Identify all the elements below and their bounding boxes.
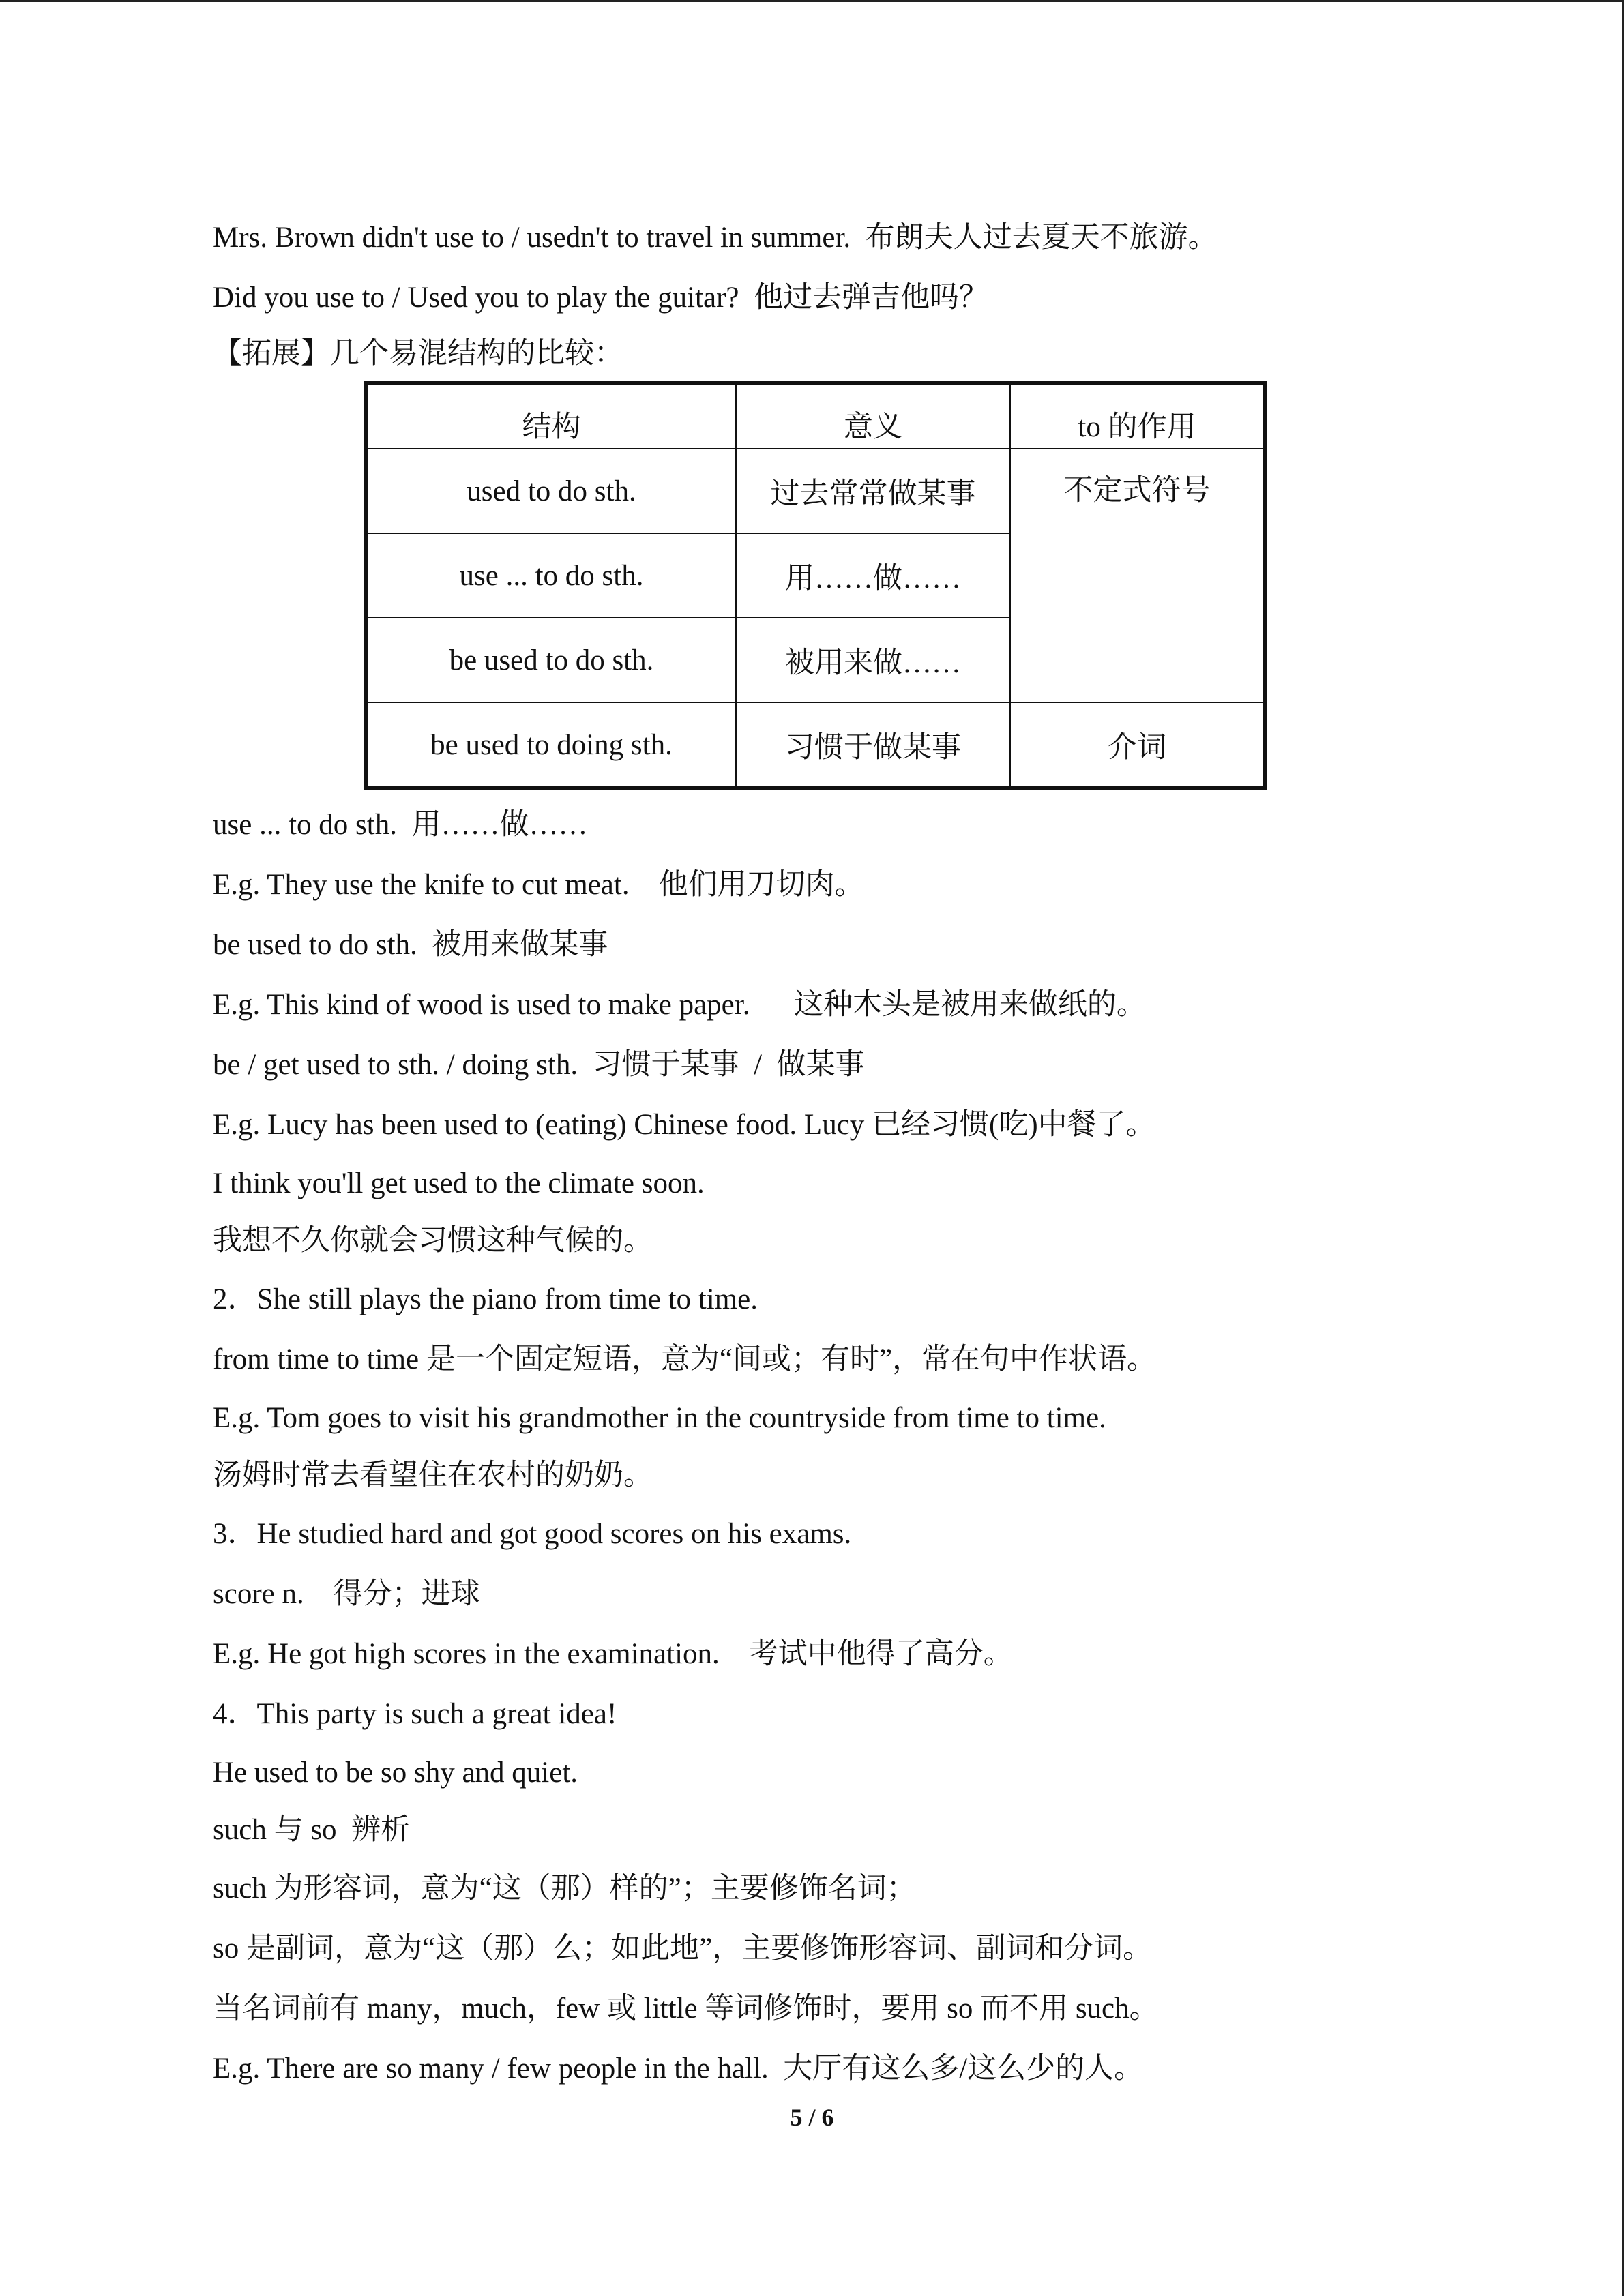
text-line: be / get used to sth. / doing sth. 习惯于某事 / 做某事 (213, 1049, 865, 1081)
text-line: use ... to do sth. 用……做…… (213, 809, 588, 841)
text-line: 汤姆时常去看望住在农村的奶奶。 (213, 1459, 653, 1491)
text-line: Did you use to / Used you to play the guitar? 他过去弹吉他吗？ (213, 282, 988, 314)
table-cell: 过去常常做某事 (736, 449, 1010, 533)
header-cell: to 的作用 (1010, 383, 1265, 449)
text-line: such 与 so 辨析 (213, 1814, 411, 1846)
table-row (366, 702, 1265, 788)
text-line: 3．He studied hard and got good scores on his exams. (213, 1518, 852, 1550)
text-line: E.g. This kind of wood is used to make paper. 这种木头是被用来做纸的。 (213, 989, 1146, 1021)
header-cell: 结构 (366, 383, 737, 449)
header-cell: 意义 (736, 383, 1010, 449)
text-line: E.g. He got high scores in the examination. 考试中他得了高分。 (213, 1638, 1013, 1670)
text-line: Mrs. Brown didn't use to / usedn't to travel in summer. 布朗夫人过去夏天不旅游。 (213, 222, 1217, 254)
table-cell: used to do sth. (366, 449, 737, 533)
text-line: I think you'll get used to the climate soon. (213, 1167, 705, 1199)
table-cell: 用……做…… (736, 533, 1010, 618)
text-line: 4．This party is such a great idea! (213, 1698, 617, 1730)
text-line: E.g. Tom goes to visit his grandmother in the countryside from time to time. (213, 1402, 1106, 1434)
text-line: so 是副词，意为“这（那）么；如此地”，主要修饰形容词、副词和分词。 (213, 1933, 1153, 1965)
merged-role-cell: 不定式符号 (1010, 449, 1265, 702)
text-line: E.g. There are so many / few people in the hall. 大厅有这么多/这么少的人。 (213, 2053, 1144, 2085)
text-line: He used to be so shy and quiet. (213, 1757, 578, 1789)
text-line: score n. 得分；进球 (213, 1578, 480, 1610)
table-cell: use ... to do sth. (366, 533, 737, 618)
text-line: 当名词前有 many，much，few 或 little 等词修饰时，要用 so 而不用 such。 (213, 1993, 1159, 2025)
text-line: 我想不久你就会习惯这种气候的。 (213, 1225, 653, 1257)
table-header-row (366, 383, 1265, 449)
text-line: 2．She still plays the piano from time to time. (213, 1283, 758, 1315)
document-body (213, 208, 1563, 2099)
text-line: E.g. Lucy has been used to (eating) Chinese food. Lucy 已经习惯(吃)中餐了。 (213, 1109, 1155, 1141)
table-cell: 被用来做…… (736, 618, 1010, 702)
table-row (366, 449, 1265, 533)
page-number: 5 / 6 (790, 2104, 834, 2131)
text-line: E.g. They use the knife to cut meat. 他们用刀切肉。 (213, 869, 864, 901)
table-cell: 习惯于做某事 (736, 702, 1010, 788)
comparison-table (364, 381, 1267, 790)
table-cell: 介词 (1010, 702, 1265, 788)
table-cell: be used to do sth. (366, 618, 737, 702)
text-line: such 为形容词，意为“这（那）样的”；主要修饰名词； (213, 1873, 916, 1905)
table-cell: be used to doing sth. (366, 702, 737, 788)
text-line: be used to do sth. 被用来做某事 (213, 929, 608, 961)
text-line: from time to time 是一个固定短语，意为“间或；有时”，常在句中作状语。 (213, 1343, 1157, 1375)
extend-heading: 【拓展】几个易混结构的比较： (213, 338, 623, 370)
top-border (0, 0, 1624, 2)
